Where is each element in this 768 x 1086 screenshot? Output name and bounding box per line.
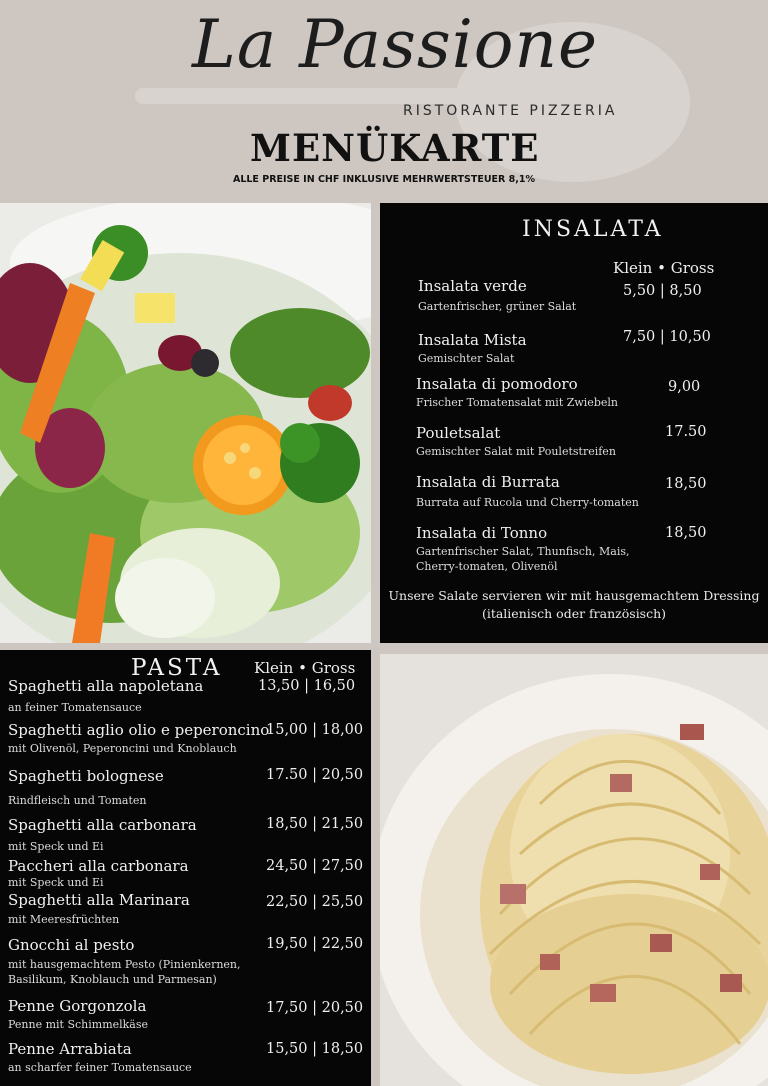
pasta-item-desc: mit hausgemachtem Pesto (Pinienkernen, [8,958,241,971]
insalata-item-name: Insalata verde [418,277,527,295]
insalata-item-desc: Cherry-tomaten, Olivenöl [416,560,558,573]
salad-illustration [0,203,371,643]
pasta-item-desc: an feiner Tomatensauce [8,701,142,714]
pasta-item-price: 15,50 | 18,50 [266,1041,364,1057]
insalata-item-price: 18,50 [665,476,707,492]
insalata-item-name: Insalata Mista [418,331,527,349]
insalata-title: INSALATA [522,217,664,242]
pasta-photo [380,654,768,1086]
pasta-item-name: Penne Gorgonzola [8,997,147,1015]
insalata-item-desc: Gemischter Salat mit Pouletstreifen [416,445,616,458]
insalata-item-name: Insalata di Tonno [416,524,548,542]
pasta-item-desc: Penne mit Schimmelkäse [8,1018,149,1031]
insalata-item-name: Pouletsalat [416,424,501,442]
pasta-item-name: Spaghetti alla Marinara [8,891,190,909]
insalata-item-price: 18,50 [665,525,707,541]
menu-header [0,0,768,202]
restaurant-logo: La Passione [192,6,599,83]
pasta-item-name: Penne Arrabiata [8,1040,132,1058]
pasta-item-name: Spaghetti alla carbonara [8,816,197,834]
insalata-item-desc: Frischer Tomatensalat mit Zwiebeln [416,396,618,409]
carbonara-illustration [380,654,768,1086]
pasta-item-name: Paccheri alla carbonara [8,857,189,875]
pasta-item-price: 17,50 | 20,50 [266,1000,364,1016]
pasta-item-price: 18,50 | 21,50 [266,816,364,832]
pasta-size-header: Klein • Gross [254,659,356,677]
pasta-item-price: 13,50 | 16,50 [258,678,356,694]
pasta-item-name: Spaghetti aglio olio e peperoncino [8,721,270,739]
pasta-item-price: 15,00 | 18,00 [266,722,364,738]
insalata-item-desc: Gartenfrischer, grüner Salat [418,300,577,313]
insalata-item-price: 9,00 [668,379,701,395]
pasta-item-desc: Rindfleisch und Tomaten [8,794,147,807]
pasta-item-price: 19,50 | 22,50 [266,936,364,952]
salad-photo [0,203,371,643]
insalata-item-price: 5,50 | 8,50 [623,283,702,299]
insalata-item-desc: Gemischter Salat [418,352,515,365]
pasta-item-desc: mit Speck und Ei [8,876,104,889]
insalata-item-price: 17.50 [665,424,707,440]
insalata-section [380,203,768,643]
pasta-item-price: 22,50 | 25,50 [266,894,364,910]
pasta-item-name: Gnocchi al pesto [8,936,135,954]
insalata-size-header: Klein • Gross [613,259,715,277]
page-title: MENÜKARTE [250,126,540,170]
insalata-item-name: Insalata di Burrata [416,473,560,491]
insalata-item-name: Insalata di pomodoro [416,375,578,393]
pasta-item-name: Spaghetti alla napoletana [8,677,204,695]
pasta-item-price: 24,50 | 27,50 [266,858,364,874]
dressing-note: Unsere Salate servieren wir mit hausgemachtem Dressing (italienisch oder französisch) [388,588,760,621]
pasta-item-name: Spaghetti bolognese [8,767,164,785]
pasta-item-price: 17.50 | 20,50 [266,767,364,783]
restaurant-subtitle: RISTORANTE PIZZERIA [403,103,618,119]
pasta-item-desc: an scharfer feiner Tomatensauce [8,1061,192,1074]
insalata-item-desc: Gartenfrischer Salat, Thunfisch, Mais, [416,545,630,558]
pasta-item-desc: Basilikum, Knoblauch und Parmesan) [8,973,217,986]
pasta-item-desc: mit Olivenöl, Peperoncini und Knoblauch [8,742,237,755]
pasta-item-desc: mit Meeresfrüchten [8,913,120,926]
plate-watermark-bar [135,88,475,104]
insalata-item-price: 7,50 | 10,50 [623,329,711,345]
insalata-item-desc: Burrata auf Rucola und Cherry-tomaten [416,496,639,509]
pasta-section [0,650,371,1086]
pasta-item-desc: mit Speck und Ei [8,840,104,853]
price-note: ALLE PREISE IN CHF INKLUSIVE MEHRWERTSTEUER 8,1% [232,174,536,185]
pasta-title: PASTA [131,655,223,681]
